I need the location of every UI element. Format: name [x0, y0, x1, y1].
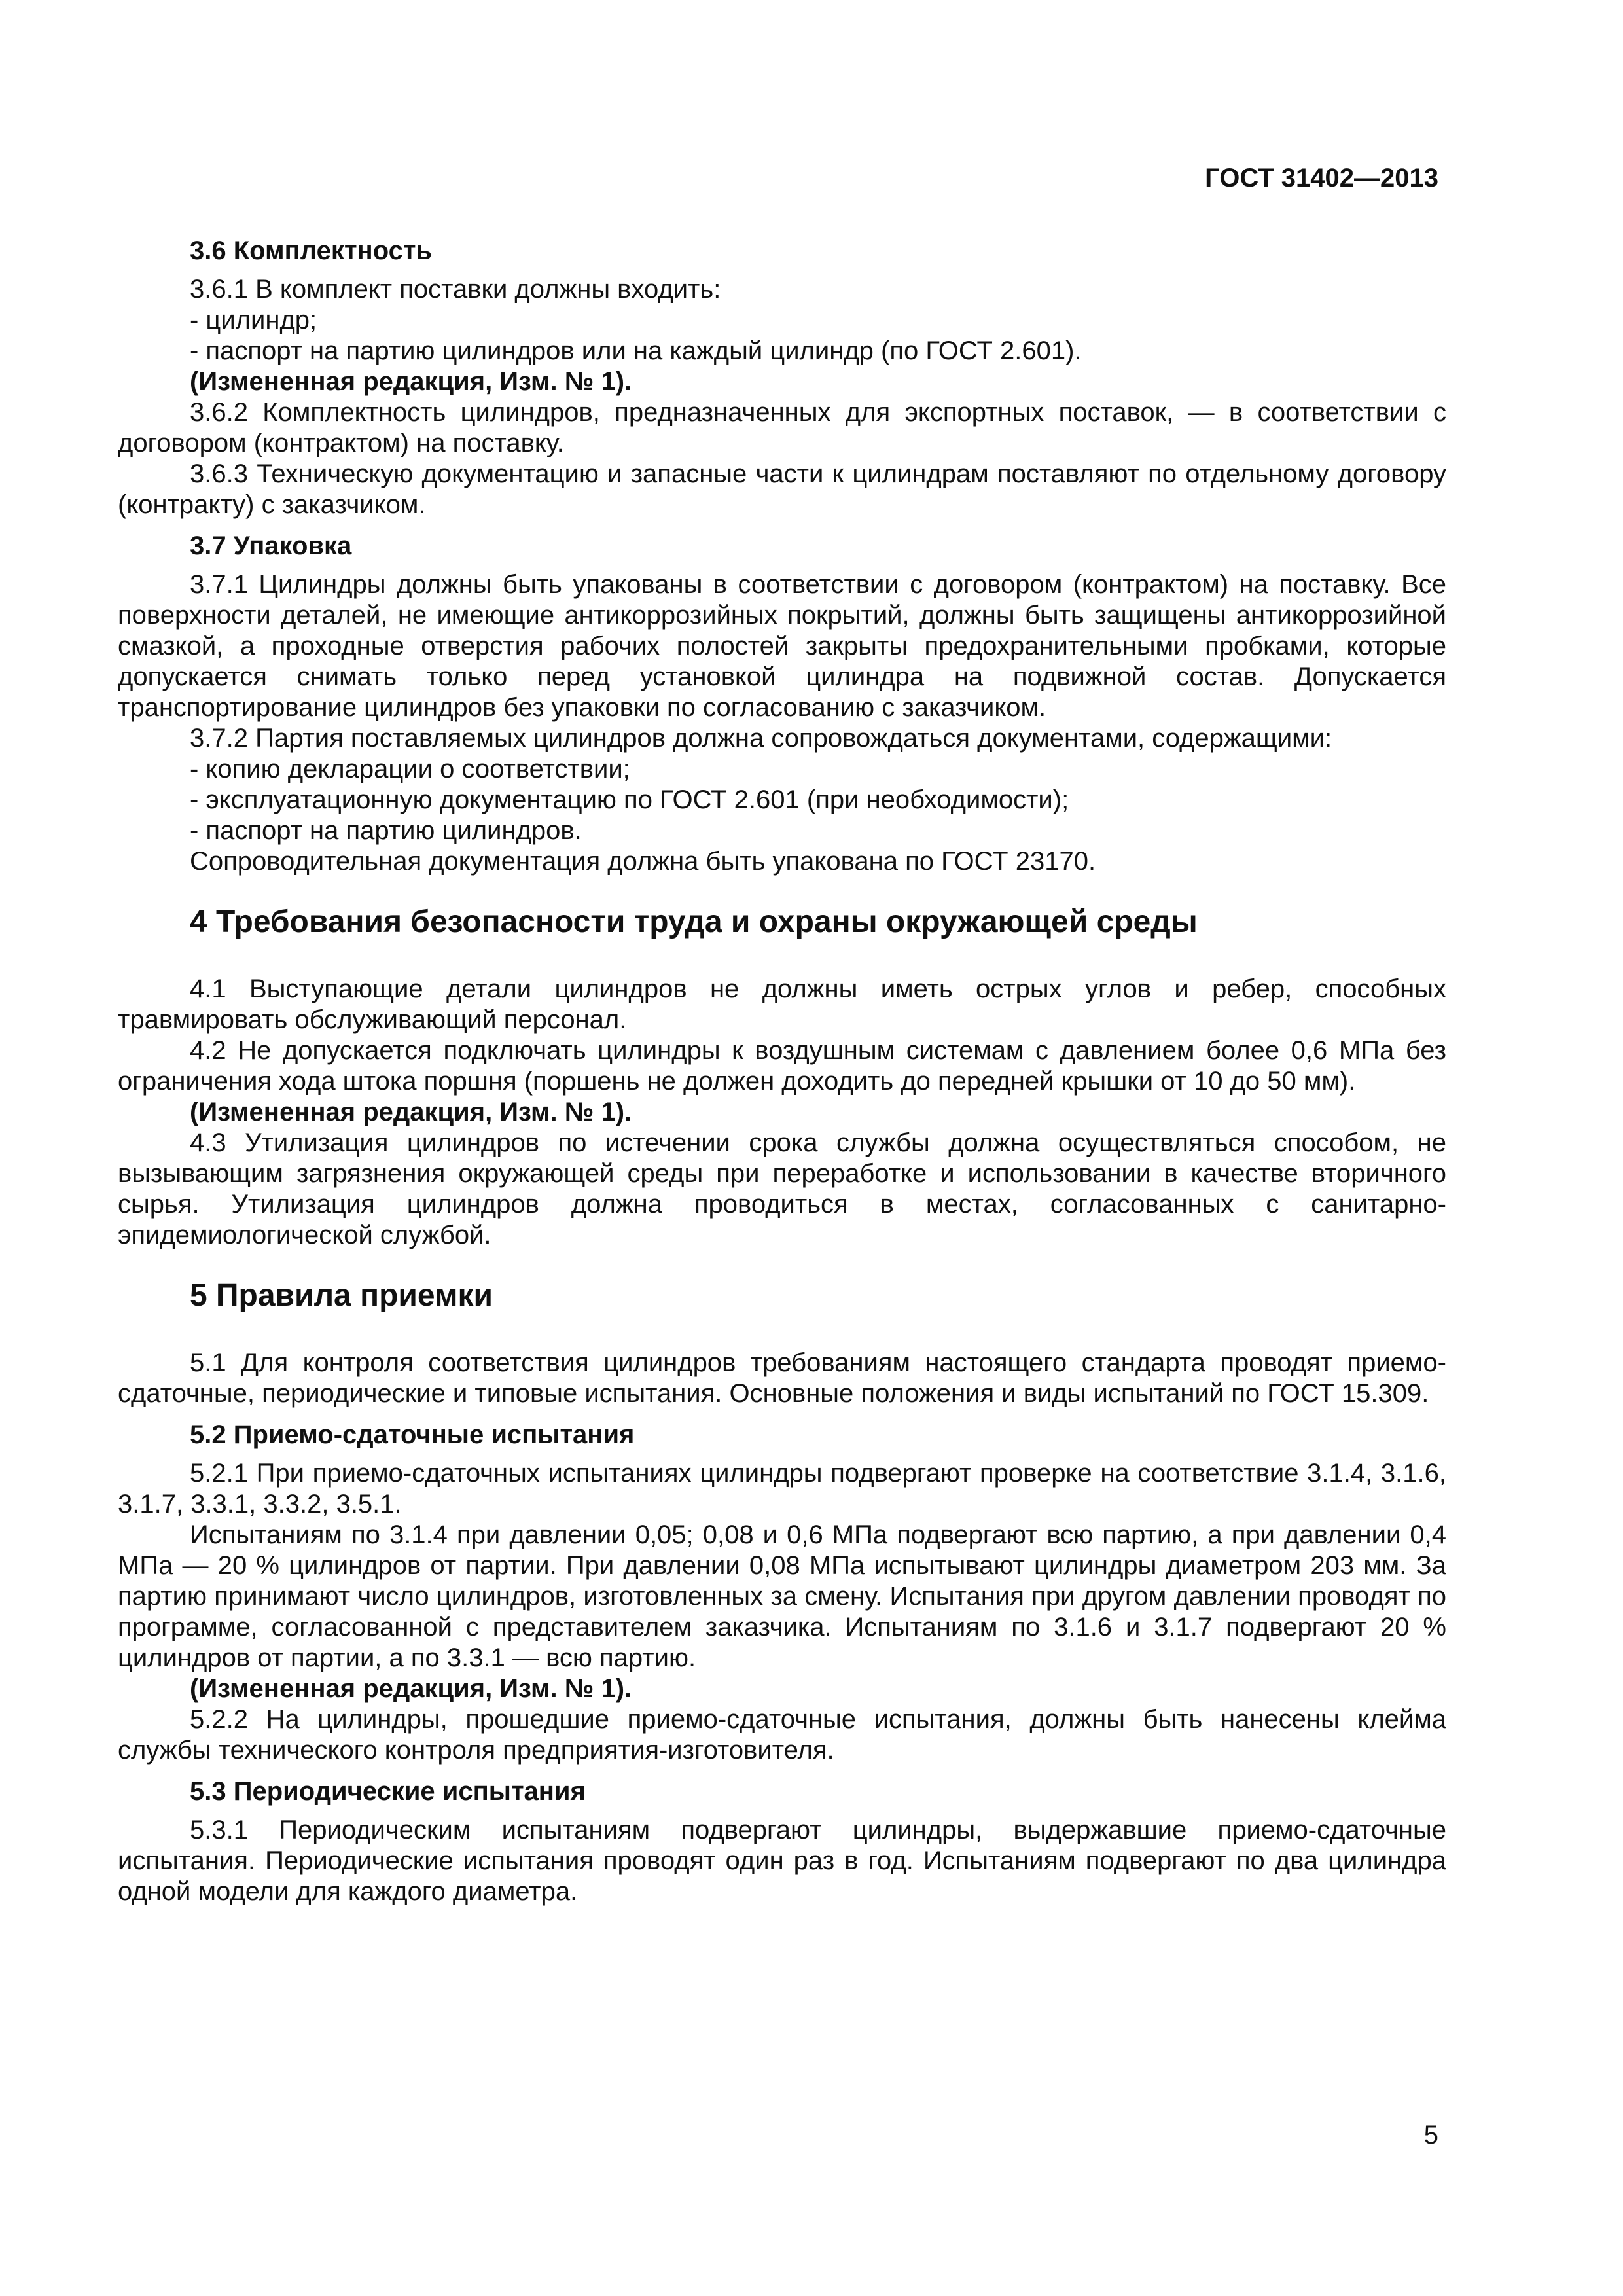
section-3-6-title: 3.6 Комплектность — [190, 236, 433, 265]
page-content — [118, 236, 1446, 1907]
section-5-3-title: 5.3 Периодические испытания — [190, 1777, 586, 1806]
page-number: 5 — [1423, 2121, 1438, 2149]
list-item: - эксплуатационную документацию по ГОСТ 2.601 (при необходимости); — [190, 785, 1069, 814]
document-id: ГОСТ 31402—2013 — [1205, 164, 1438, 192]
list-item: - паспорт на партию цилиндров. — [190, 816, 582, 845]
section-5-heading: 5 Правила приемки — [190, 1278, 493, 1313]
paragraph-5-1: 5.1 Для контроля соответствия цилиндров требованиям настоящего стандарта проводят приемо-сдаточные, периодические и типовые испытания. Основные положения и виды испытаний по ГОСТ 15.309. — [118, 1348, 1446, 1408]
paragraph-5-2-1: 5.2.1 При приемо-сдаточных испытаниях цилиндры подвергают проверке на соответствие 3.1.4, 3.1.6, 3.1.7, 3.3.1, 3.3.2, 3.5.1. — [118, 1459, 1446, 1518]
paragraph-4-3: 4.3 Утилизация цилиндров по истечении срока службы должна осуществляться способом, не вызывающим загрязнения окружающей среды при переработке и использовании в качестве вторичного сырья. Утилизация цилиндров должна проводиться в местах, согласованных с санитарно-эпидемиологической службой. — [118, 1128, 1446, 1249]
paragraph-4-2: 4.2 Не допускается подключать цилиндры к воздушным системам с давлением более 0,6 МПа без ограничения хода штока поршня (поршень не должен доходить до передней крышки от 10 до 50 мм). — [118, 1036, 1446, 1096]
paragraph-3-7-1: 3.7.1 Цилиндры должны быть упакованы в соответствии с договором (контрактом) на поставку. Все поверхности деталей, не имеющие антикоррозийных покрытий, должны быть защищены антикоррозийной смазкой, а проходные отверстия рабочих полостей закрыты предохранительными пробками, которые допускается снимать только перед установкой цилиндра на подвижной состав. Допускается транспортирование цилиндров без упаковки по согласованию с заказчиком. — [118, 570, 1446, 722]
section-3-7-title: 3.7 Упаковка — [190, 531, 352, 560]
paragraph-3-6-3: 3.6.3 Техническую документацию и запасные части к цилиндрам поставляют по отдельному договору (контракту) с заказчиком. — [118, 459, 1446, 519]
amendment-note: (Измененная редакция, Изм. № 1). — [190, 1098, 632, 1126]
amendment-note: (Измененная редакция, Изм. № 1). — [190, 367, 632, 396]
paragraph-5-3-1: 5.3.1 Периодическим испытаниям подвергают цилиндры, выдержавшие приемо-сдаточные испытания. Периодические испытания проводят один раз в год. Испытаниям подвергают по два цилиндра одной модели для каждого диаметра. — [118, 1816, 1446, 1906]
paragraph-3-7-2: 3.7.2 Партия поставляемых цилиндров должна сопровождаться документами, содержащими: — [190, 724, 1332, 753]
paragraph-3-6-2: 3.6.2 Комплектность цилиндров, предназначенных для экспортных поставок, — в соответствии с договором (контрактом) на поставку. — [118, 398, 1446, 457]
paragraph-5-2-1-tests: Испытаниям по 3.1.4 при давлении 0,05; 0,08 и 0,6 МПа подвергают всю партию, а при давлении 0,4 МПа — 20 % цилиндров от партии. При давлении 0,08 МПа испытывают цилиндры диаметром 203 мм. За партию принимают число цилиндров, изготовленных за смену. Испытания при другом давлении проводят по программе, согласованной с представителем заказчика. Испытаниям по 3.1.6 и 3.1.7 подвергают 20 % цилиндров от партии, а по 3.3.1 — всю партию. — [118, 1520, 1446, 1672]
paragraph-5-2-2: 5.2.2 На цилиндры, прошедшие приемо-сдаточные испытания, должны быть нанесены клейма службы технического контроля предприятия-изготовителя. — [118, 1705, 1446, 1765]
section-4-heading: 4 Требования безопасности труда и охраны окружающей среды — [190, 905, 1198, 939]
list-item: - копию декларации о соответствии; — [190, 755, 630, 783]
list-item: - паспорт на партию цилиндров или на каждый цилиндр (по ГОСТ 2.601). — [190, 336, 1082, 365]
paragraph-packing: Сопроводительная документация должна быть упакована по ГОСТ 23170. — [190, 847, 1096, 876]
amendment-note: (Измененная редакция, Изм. № 1). — [190, 1674, 632, 1703]
section-5-2-title: 5.2 Приемо-сдаточные испытания — [190, 1420, 635, 1449]
paragraph-3-6-1: 3.6.1 В комплект поставки должны входить: — [190, 275, 721, 304]
list-item: - цилиндр; — [190, 306, 317, 334]
paragraph-4-1: 4.1 Выступающие детали цилиндров не должны иметь острых углов и ребер, способных травмировать обслуживающий персонал. — [118, 975, 1446, 1034]
